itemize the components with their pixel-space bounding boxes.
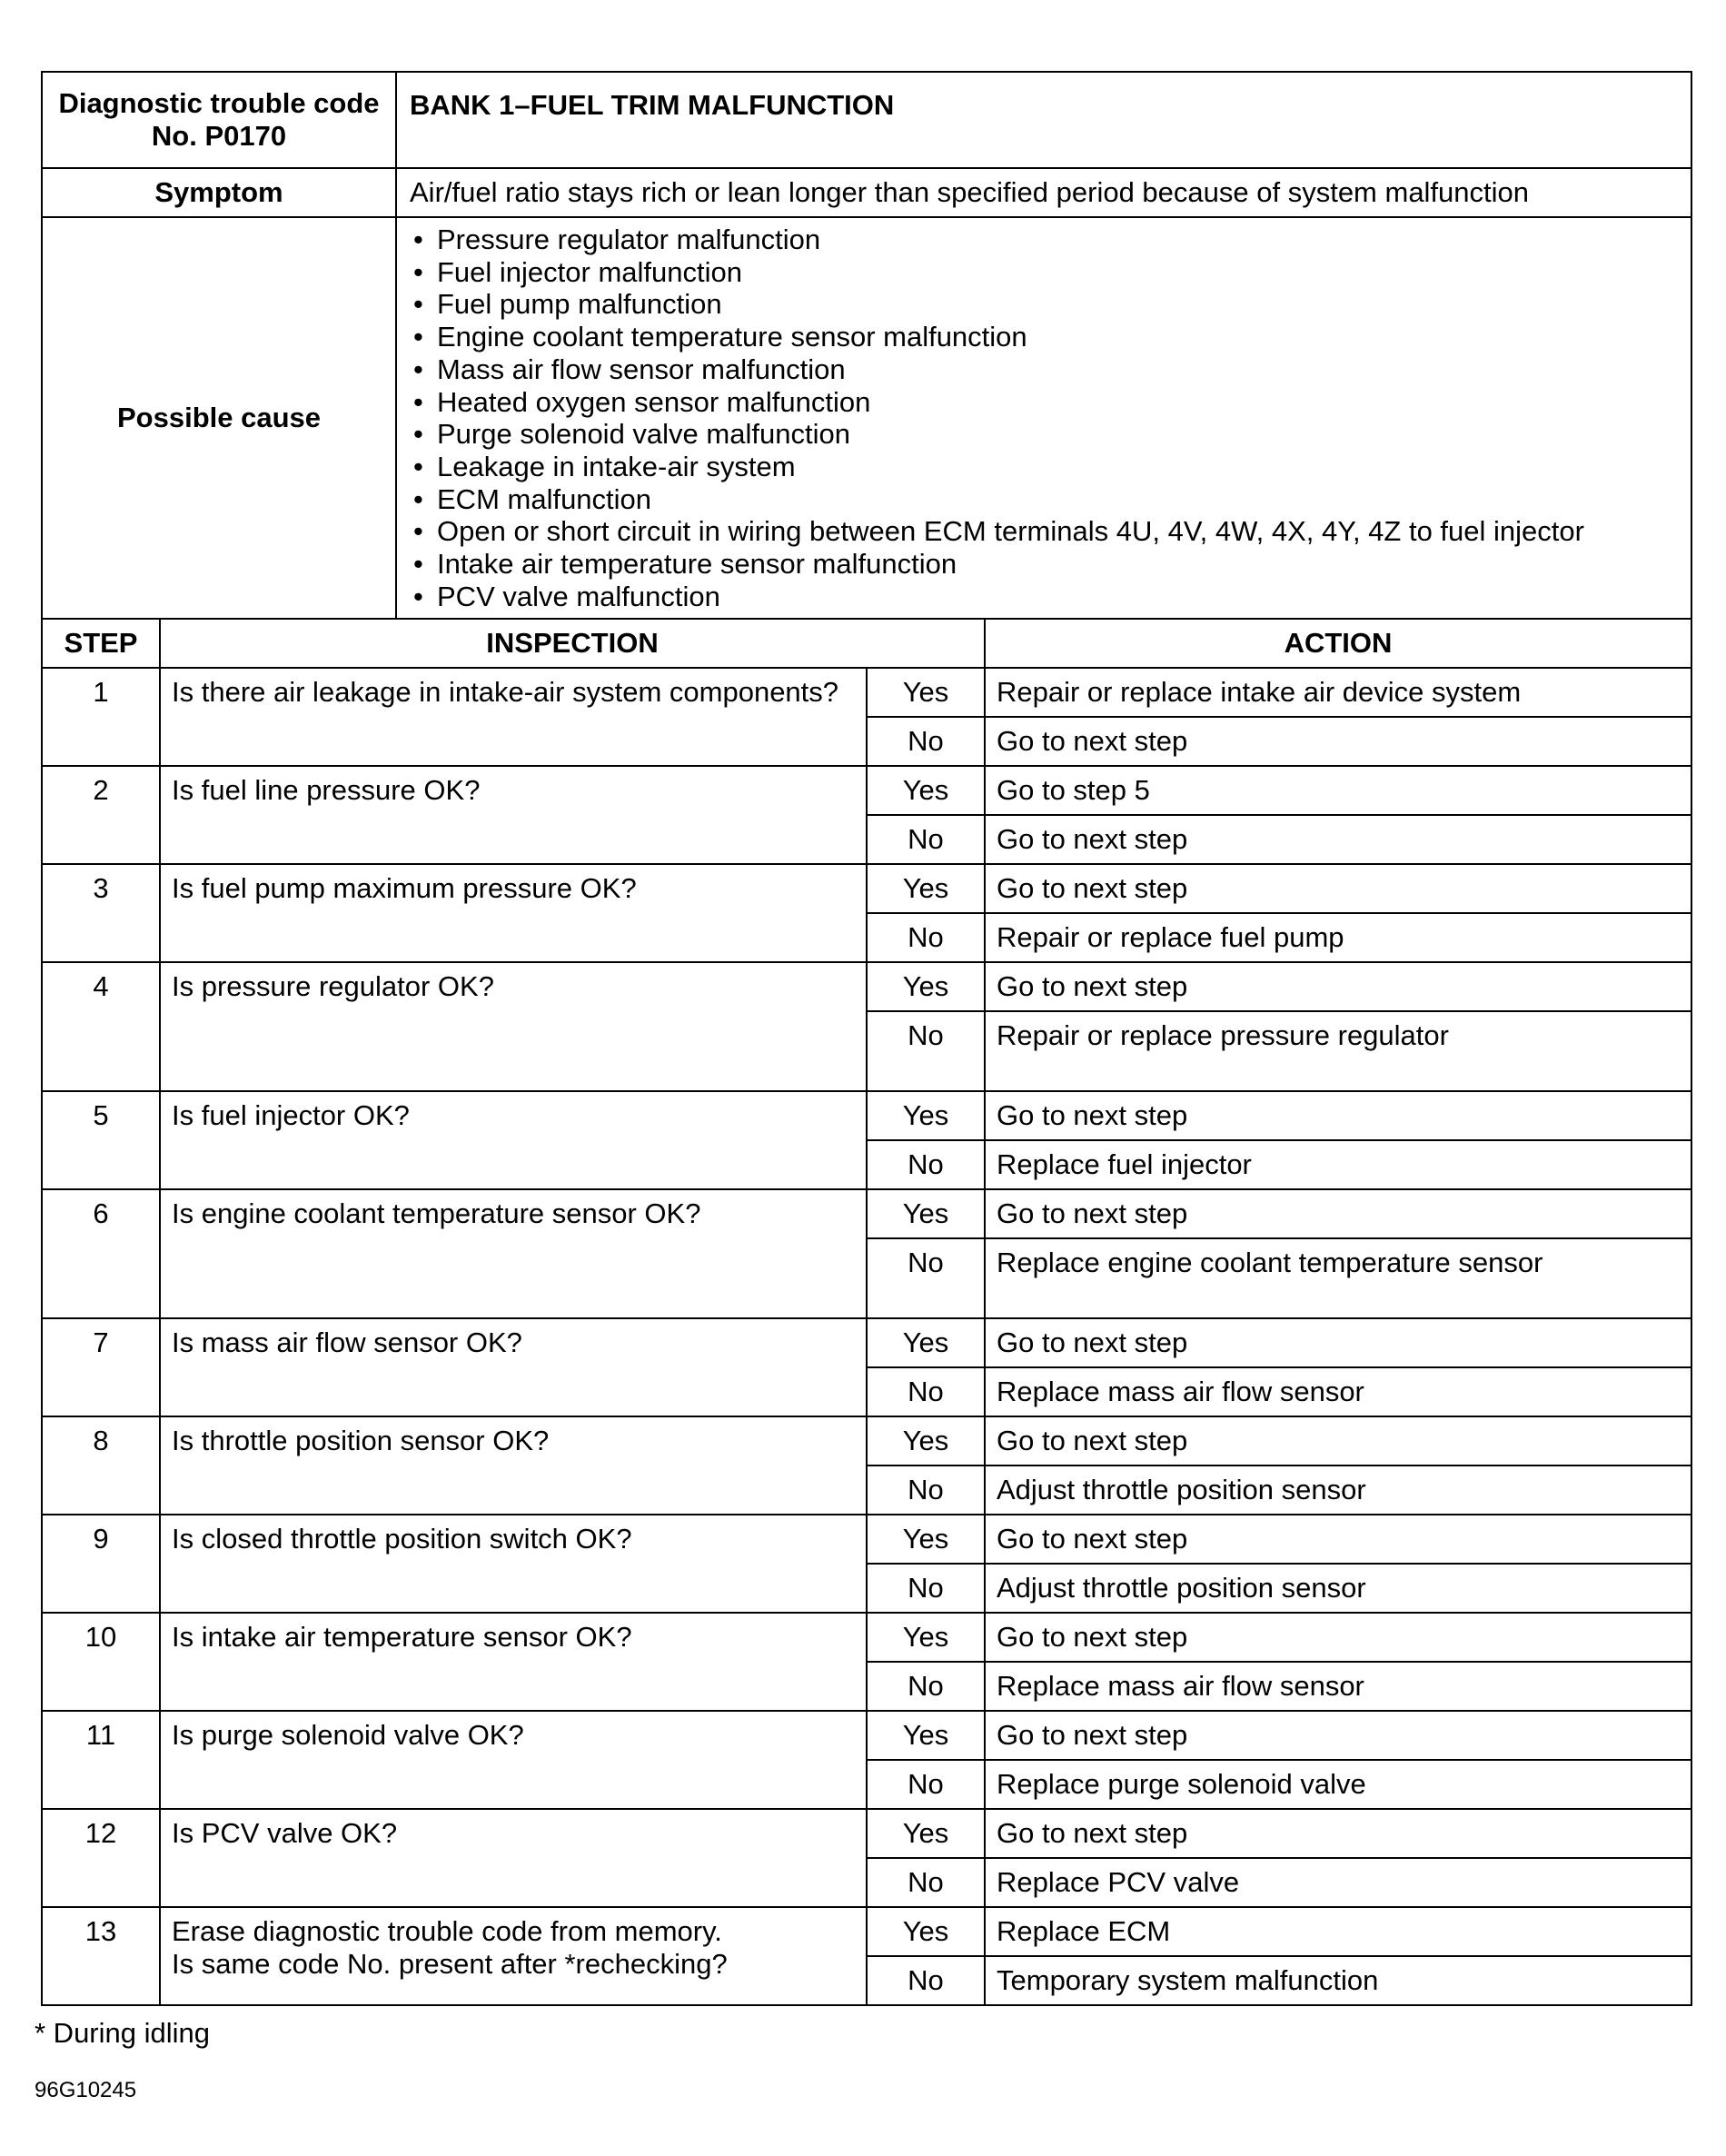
- step-inspection: Is PCV valve OK?: [160, 1809, 867, 1907]
- possible-cause-item: • Heated oxygen sensor malfunction: [410, 386, 1678, 419]
- possible-cause-item: • Purge solenoid valve malfunction: [410, 418, 1678, 451]
- footnote: * During idling: [35, 2017, 210, 2049]
- step-inspection: Is throttle position sensor OK?: [160, 1416, 867, 1515]
- possible-cause-list: [397, 218, 1691, 618]
- no-action: Adjust throttle position sensor: [985, 1465, 1691, 1515]
- step-number: 4: [42, 962, 160, 1091]
- step-number: 12: [42, 1809, 160, 1907]
- yes-label: Yes: [867, 766, 985, 815]
- yes-label: Yes: [867, 864, 985, 913]
- possible-cause-item: • Mass air flow sensor malfunction: [410, 353, 1678, 386]
- no-action: Repair or replace fuel pump: [985, 913, 1691, 962]
- possible-cause-item: • Fuel injector malfunction: [410, 256, 1678, 289]
- possible-cause-item: • Fuel pump malfunction: [410, 288, 1678, 321]
- step-inspection: Is closed throttle position switch OK?: [160, 1515, 867, 1613]
- column-header-step: STEP: [42, 619, 160, 668]
- yes-label: Yes: [867, 1711, 985, 1760]
- step-number: 7: [42, 1318, 160, 1416]
- step-inspection: Is intake air temperature sensor OK?: [160, 1613, 867, 1711]
- column-header-inspection: INSPECTION: [160, 619, 985, 668]
- possible-cause-item: • Pressure regulator malfunction: [410, 224, 1678, 256]
- step-inspection: Is fuel pump maximum pressure OK?: [160, 864, 867, 962]
- no-label: No: [867, 1956, 985, 2005]
- possible-cause-item: • Leakage in intake-air system: [410, 451, 1678, 483]
- yes-label: Yes: [867, 1613, 985, 1662]
- possible-cause-item: • ECM malfunction: [410, 483, 1678, 516]
- no-label: No: [867, 1564, 985, 1613]
- step-inspection: Is fuel injector OK?: [160, 1091, 867, 1189]
- no-action: Replace mass air flow sensor: [985, 1367, 1691, 1416]
- dtc-summary-table: [41, 71, 1692, 620]
- step-inspection: Is fuel line pressure OK?: [160, 766, 867, 864]
- no-label: No: [867, 1367, 985, 1416]
- yes-label: Yes: [867, 1091, 985, 1140]
- yes-label: Yes: [867, 962, 985, 1011]
- yes-action: Go to next step: [985, 864, 1691, 913]
- symptom-text: Air/fuel ratio stays rich or lean longer than specified period because of system malfunction: [396, 168, 1691, 217]
- step-row-yes: [42, 668, 1691, 717]
- step-inspection: Is purge solenoid valve OK?: [160, 1711, 867, 1809]
- yes-label: Yes: [867, 668, 985, 717]
- dtc-title: BANK 1–FUEL TRIM MALFUNCTION: [396, 72, 1691, 168]
- step-number: 11: [42, 1711, 160, 1809]
- possible-cause-item: • PCV valve malfunction: [410, 581, 1678, 613]
- no-label: No: [867, 1858, 985, 1907]
- step-row-yes: [42, 1711, 1691, 1760]
- yes-label: Yes: [867, 1318, 985, 1367]
- dtc-code-label: Diagnostic trouble code No. P0170: [42, 72, 396, 168]
- step-inspection: Is engine coolant temperature sensor OK?: [160, 1189, 867, 1318]
- step-inspection: Is pressure regulator OK?: [160, 962, 867, 1091]
- no-action: Go to next step: [985, 717, 1691, 766]
- no-label: No: [867, 1662, 985, 1711]
- step-number: 6: [42, 1189, 160, 1318]
- step-row-yes: [42, 962, 1691, 1011]
- step-row-yes: [42, 1515, 1691, 1564]
- step-row-yes: [42, 1189, 1691, 1238]
- possible-cause-item: • Open or short circuit in wiring between ECM terminals 4U, 4V, 4W, 4X, 4Y, 4Z to fuel injector: [410, 515, 1678, 548]
- no-action: Temporary system malfunction: [985, 1956, 1691, 2005]
- yes-action: Go to step 5: [985, 766, 1691, 815]
- yes-label: Yes: [867, 1515, 985, 1564]
- no-label: No: [867, 1238, 985, 1318]
- steps-header-row: [42, 619, 1691, 668]
- dtc-header-row: [42, 72, 1691, 168]
- step-number: 10: [42, 1613, 160, 1711]
- yes-action: Replace ECM: [985, 1907, 1691, 1956]
- no-label: No: [867, 1465, 985, 1515]
- step-row-yes: [42, 1318, 1691, 1367]
- step-row-yes: [42, 1416, 1691, 1465]
- yes-label: Yes: [867, 1189, 985, 1238]
- yes-action: Go to next step: [985, 962, 1691, 1011]
- step-row-yes: [42, 1613, 1691, 1662]
- yes-label: Yes: [867, 1809, 985, 1858]
- no-action: Replace mass air flow sensor: [985, 1662, 1691, 1711]
- step-row-yes: [42, 1809, 1691, 1858]
- step-row-yes: [42, 1907, 1691, 1956]
- symptom-row: [42, 168, 1691, 217]
- steps-body: [42, 668, 1691, 2005]
- no-label: No: [867, 1011, 985, 1091]
- no-label: No: [867, 1140, 985, 1189]
- yes-action: Go to next step: [985, 1515, 1691, 1564]
- yes-action: Go to next step: [985, 1613, 1691, 1662]
- no-action: Replace fuel injector: [985, 1140, 1691, 1189]
- yes-action: Go to next step: [985, 1809, 1691, 1858]
- step-row-yes: [42, 1091, 1691, 1140]
- column-header-action: ACTION: [985, 619, 1691, 668]
- no-label: No: [867, 1760, 985, 1809]
- diagnostic-sheet: [41, 71, 1691, 2006]
- inspection-steps-table: [41, 618, 1692, 2006]
- no-action: Repair or replace pressure regulator: [985, 1011, 1691, 1091]
- yes-label: Yes: [867, 1416, 985, 1465]
- no-action: Replace engine coolant temperature sensor: [985, 1238, 1691, 1318]
- step-number: 1: [42, 668, 160, 766]
- step-number: 8: [42, 1416, 160, 1515]
- possible-cause-item: • Engine coolant temperature sensor malfunction: [410, 321, 1678, 353]
- yes-action: Repair or replace intake air device system: [985, 668, 1691, 717]
- step-row-yes: [42, 766, 1691, 815]
- symptom-label: Symptom: [42, 168, 396, 217]
- yes-label: Yes: [867, 1907, 985, 1956]
- possible-cause-row: [42, 217, 1691, 619]
- yes-action: Go to next step: [985, 1711, 1691, 1760]
- step-inspection: Erase diagnostic trouble code from memory. Is same code No. present after *rechecking?: [160, 1907, 867, 2005]
- yes-action: Go to next step: [985, 1318, 1691, 1367]
- step-number: 9: [42, 1515, 160, 1613]
- step-inspection: Is there air leakage in intake-air system components?: [160, 668, 867, 766]
- no-label: No: [867, 717, 985, 766]
- yes-action: Go to next step: [985, 1189, 1691, 1238]
- step-number: 5: [42, 1091, 160, 1189]
- yes-action: Go to next step: [985, 1416, 1691, 1465]
- figure-code: 96G10245: [35, 2078, 137, 2102]
- step-number: 13: [42, 1907, 160, 2005]
- step-inspection: Is mass air flow sensor OK?: [160, 1318, 867, 1416]
- possible-cause-cell: [396, 217, 1691, 619]
- no-action: Replace PCV valve: [985, 1858, 1691, 1907]
- no-action: Go to next step: [985, 815, 1691, 864]
- no-label: No: [867, 913, 985, 962]
- yes-action: Go to next step: [985, 1091, 1691, 1140]
- step-number: 3: [42, 864, 160, 962]
- step-row-yes: [42, 864, 1691, 913]
- no-action: Adjust throttle position sensor: [985, 1564, 1691, 1613]
- possible-cause-label: Possible cause: [42, 217, 396, 619]
- no-action: Replace purge solenoid valve: [985, 1760, 1691, 1809]
- possible-cause-item: • Intake air temperature sensor malfunction: [410, 548, 1678, 581]
- no-label: No: [867, 815, 985, 864]
- step-number: 2: [42, 766, 160, 864]
